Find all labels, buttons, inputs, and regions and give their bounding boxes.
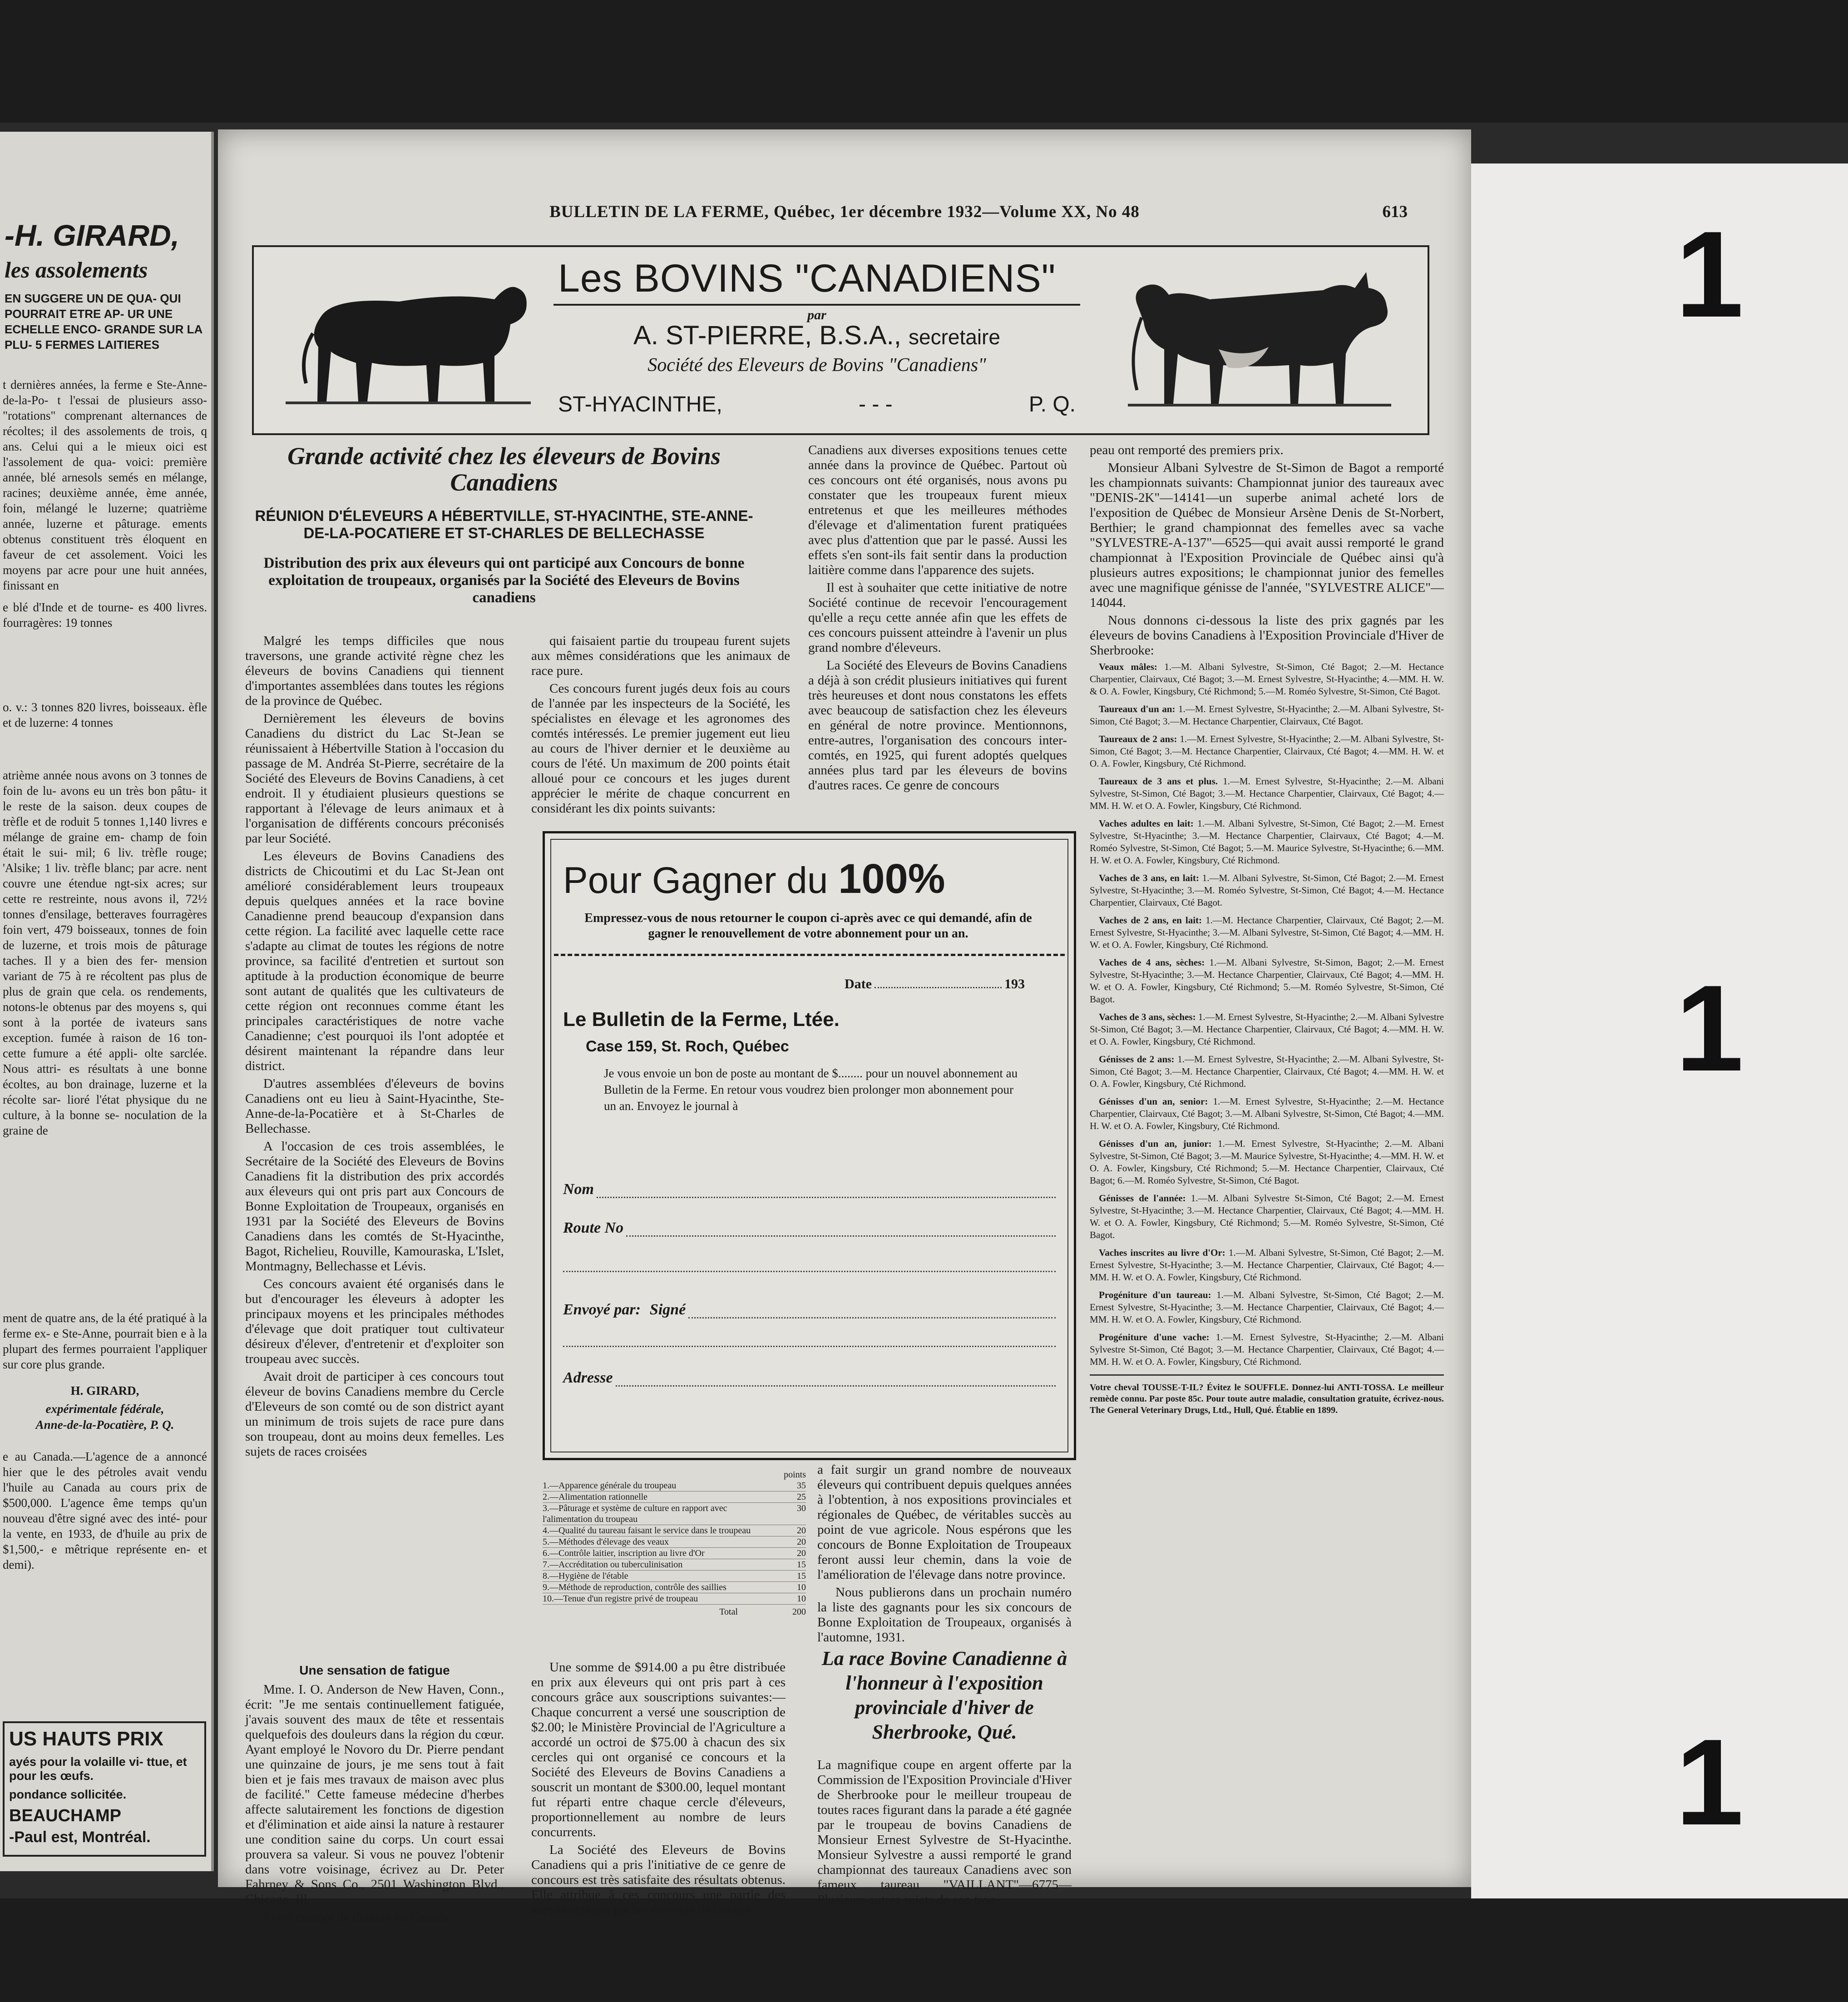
- score-row: [543, 1480, 806, 1492]
- sensation-title: Une sensation de fatigue: [299, 1663, 450, 1677]
- paragraph: qui faisaient partie du troupeau furent sujets aux mêmes considérations que les animaux de race pure.: [531, 634, 790, 678]
- score-points: 25: [797, 1492, 806, 1502]
- result-category: Vaches inscrites au livre d'Or:: [1099, 1247, 1225, 1258]
- ad-line-2: ayés pour la volaille vi- ttue, et pour les œufs.: [9, 1755, 187, 1783]
- result-category: Vaches de 2 ans, en lait:: [1099, 915, 1202, 926]
- score-points: 15: [797, 1560, 806, 1570]
- score-label: 1.—Apparence générale du troupeau: [543, 1481, 677, 1491]
- result-entry: [1090, 1331, 1444, 1368]
- result-text: 1.—M. Albani Sylvestre, St-Simon, Bagot; 2.—M. Ernest Sylvestre, St-Hyacinthe; 3.—M. Hectance Charpentier, Clairvaux, Cté Bagot; 4.—MM. H. W. et O. A. Fowler, Kingsbury, Cté Richmond; 5.—M. Roméo Sylvestre, St-Simon, Cté Bagot.: [1090, 957, 1444, 1005]
- divider: [1090, 1374, 1444, 1376]
- score-row: [543, 1593, 806, 1605]
- result-entry: [1090, 775, 1444, 812]
- column-1: [245, 634, 504, 1462]
- paragraph: A l'occasion de ces trois assemblées, le Secrétaire de la Société des Eleveurs de Bovins Canadiens fit la distribution des prix accordés aux éleveurs qui ont pris part aux Concours de Bonne Exploitation de Troupeaux, organisés en 1931 par la Société des Eleveurs de Bovins Canadiens dans les comtés de St-Hyacinthe, Bagot, Richelieu, Rouville, Kamouraska, L'Islet, Montmagny, Bellechasse et Lévis.: [245, 1139, 504, 1274]
- article-header: [245, 443, 763, 606]
- funding-article: [531, 1660, 786, 1920]
- result-entry: [1090, 733, 1444, 770]
- score-header: points: [784, 1470, 806, 1480]
- date-line[interactable]: [875, 987, 1002, 988]
- paragraph: Nous donnons ci-dessous la liste des prix gagnés par les éleveurs de bovins Canadiens à l'Exposition Provinciale d'Hiver de Sherbrooke:: [1090, 613, 1444, 658]
- result-category: Vaches adultes en lait:: [1099, 818, 1194, 829]
- result-entry: [1090, 703, 1444, 728]
- ad-line-1: US HAUTS PRIX: [9, 1728, 163, 1750]
- name-line[interactable]: [597, 1184, 1056, 1198]
- score-row: [543, 1559, 806, 1571]
- score-table: [543, 1469, 806, 1617]
- route-label: Route No: [563, 1219, 624, 1236]
- sender-label: Envoyé par:: [563, 1301, 641, 1318]
- score-label: 8.—Hygiène de l'étable: [543, 1571, 628, 1581]
- result-entry: [1090, 1011, 1444, 1048]
- coupon-address: Case 159, St. Roch, Québec: [586, 1038, 789, 1055]
- paragraph: Il est à souhaiter que cette initiative de notre Société continue de recevoir l'encouragement qu'elle a reçu cette année afin que les effets de ces concours puissent atteindre à l'avenir un plus grand nombre d'éleveurs.: [808, 580, 1067, 655]
- previous-page-fragment: [0, 132, 214, 1871]
- score-row: [543, 1525, 806, 1536]
- left-page-subtitle: les assolements: [5, 257, 148, 282]
- frame-mark: 1: [1675, 206, 1744, 343]
- column-3-top: [808, 443, 1067, 796]
- running-head: BULLETIN DE LA FERME, Québec, 1er décembre 1932—Volume XX, No 48: [549, 203, 1140, 221]
- score-points: 10: [797, 1594, 806, 1604]
- result-category: Veaux mâles:: [1099, 661, 1157, 672]
- result-category: Génisses de 2 ans:: [1099, 1054, 1175, 1065]
- result-entry: [1090, 661, 1444, 698]
- route-line[interactable]: [626, 1223, 1056, 1237]
- article-headline: Grande activité chez les éleveurs de Bovins Canadiens: [287, 442, 721, 496]
- coupon-title-b: 100%: [838, 856, 945, 902]
- coupon-cut-line: [554, 954, 1065, 956]
- result-text: 1.—M. Ernest Sylvestre, St-Hyacinthe; 2.—M. Hectance Charpentier, Clairvaux, Cté Bagot; 3.—M. Albani Sylvestre, St-Simon, Cté Bagot; 4.—MM. H. W. et O. A. Fowler, Kingsbury, Cté Richmond.: [1090, 1096, 1444, 1131]
- score-row: [543, 1548, 806, 1559]
- score-total-row: [543, 1605, 806, 1617]
- score-label: 4.—Qualité du taureau faisant le service dans le troupeau: [543, 1526, 751, 1536]
- address-label: Adresse: [563, 1369, 613, 1386]
- paragraph: Une somme de $914.00 a pu être distribuée en prix aux éleveurs qui ont pris part à ces concours grâce aux souscriptions suivantes:—Chaque concurrent a versé une souscription de $2.00; le Ministère Provincial de l'Agriculture a accordé un octroi de $75.00 à chacun des six cercles qui ont organisé ce concours et la Société des Eleveurs de Bovins Canadiens a souscrit un montant de $300.00, lequel montant fut réparti entre chaque cercle d'éleveurs, proportionnellement au nombre de leurs concurrents.: [531, 1660, 786, 1839]
- result-text: 1.—M. Albani Sylvestre, St-Simon, Cté Bagot; 2.—M. Ernest Sylvestre, St-Hyacinthe; 3.—M. Hectance Charpentier, Clairvaux, Cté Bagot; 4.—MM. H. W. et O. A. Fowler, Kingsbury, Cté Richmond.: [1090, 1289, 1444, 1325]
- banner-par: par: [807, 307, 826, 322]
- score-points: 20: [797, 1526, 806, 1536]
- result-text: 1.—M. Ernest Sylvestre, St-Hyacinthe; 2.—M. Albani Sylvestre, St-Simon, Cté Bagot; 3.—M. Hectance Charpentier, Clairvaux, Cté Bagot.: [1090, 704, 1444, 727]
- date-year: 193: [1004, 976, 1025, 991]
- frame-mark: 1: [1675, 1714, 1744, 1851]
- signed-label: Signé: [649, 1301, 686, 1318]
- result-text: 1.—M. Ernest Sylvestre, St-Hyacinthe; 2.—M. Albani Sylvestre St-Simon, Cté Bagot; 3.—M. Hectance Charpentier, Clairvaux, Cté Bagot; 4.—MM. H. W. et O. A. Fowler, Kingsbury, Cté Richmond.: [1090, 1332, 1444, 1367]
- result-text: 1.—M. Albani Sylvestre St-Simon, Cté Bagot; 2.—M. Ernest Sylvestre, St-Hyacinthe; 3.—M. Hectance Charpentier, Clairvaux, Cté Bagot; 4.—MM. H. W. et O. A. Fowler, Kingsbury, Cté Richmond; 5.—M. Roméo Sylvestre, St-Simon, Cté Bagot.: [1090, 1193, 1444, 1240]
- newspaper-page: [218, 129, 1471, 1924]
- left-page-text-6: e au Canada.—L'agence de a annoncé hier que le des pétroles avait vendu l'huile au Canada au cours prix de $500,000. L'agence ême temps qu'un nouveau d'être signé avec des inté- pour la vente, en 1933, de d'huile au prix de $1,500,- e mêtrique représente en- et demi).: [3, 1450, 207, 1571]
- film-border-top: [0, 0, 1848, 123]
- result-category: Taureaux de 2 ans:: [1099, 733, 1177, 744]
- name-field[interactable]: [563, 1181, 1056, 1198]
- score-label: 3.—Pâturage et système de culture en rapport avec l'alimentation du troupeau: [543, 1503, 727, 1524]
- left-page-text-5: ment de quatre ans, de la été pratiqué à la ferme ex- e Ste-Anne, pourrait bien e à la plupart des fermes pourraient l'appliquer sur core plus grande.: [3, 1311, 207, 1371]
- paragraph: Avait droit de participer à ces concours tout éleveur de bovins Canadiens membre du Cercle d'Eleveurs de son comté ou de son district ayant un minimum de trois sujets de race pure dans son troupeau, dont au moins deux femelles. Les sujets de races croisées: [245, 1369, 504, 1459]
- left-page-text-3: o. v.: 3 tonnes 820 livres, boisseaux. èfle et de luzerne: 4 tonnes: [3, 700, 207, 729]
- result-text: 1.—M. Ernest Sylvestre, St-Hyacinthe; 2.—M. Albani Sylvestre, St-Simon, Cté Bagot; 3.—M. Hectance Charpentier, Clairvaux, Cté Bagot; 4.—MM. H. W. et O. A. Fowler, Kingsbury, Cté Richmond.: [1090, 733, 1444, 769]
- result-category: Vaches de 3 ans, en lait:: [1099, 872, 1199, 883]
- result-entry: [1090, 1289, 1444, 1326]
- total-label: Total: [719, 1607, 738, 1617]
- result-category: Taureaux de 3 ans et plus.: [1099, 776, 1218, 787]
- banner-city: ST-HYACINTHE,: [558, 392, 722, 416]
- column-3-bottom: [817, 1462, 1072, 1648]
- banner-author: [553, 320, 1080, 351]
- result-entry: [1090, 956, 1444, 1006]
- score-label: 5.—Méthodes d'élevage des veaux: [543, 1537, 669, 1547]
- paragraph: Dernièrement les éleveurs de bovins Canadiens du district du Lac St-Jean se réunissaient à Hébertville Station à l'occasion du passage de M. Andréa St-Pierre, secrétaire de la Société des Eleveurs de Bovins Canadiens, à cet endroit. Il y étudiaient plusieurs questions se rapportant à l'élevage de leurs animaux et à l'organisation de différents concours préconisés par leur Société.: [245, 711, 504, 846]
- sensation-article: [245, 1660, 504, 1928]
- result-text: 1.—M. Ernest Sylvestre, St-Hyacinthe; 2.—M. Albani Sylvestre, St-Simon, Cté Bagot; 3.—M. Hectance Charpentier, Clairvaux, Cté Bagot; 4.—MM. H. W. et O. A. Fowler, Kingsbury, Cté Richmond.: [1090, 1054, 1444, 1089]
- extra-line-2[interactable]: [563, 1333, 1056, 1347]
- paragraph: Livré exempt de douane au Canada.: [263, 1910, 453, 1924]
- score-points: 15: [797, 1571, 806, 1581]
- score-label: 10.—Tenue d'un registre privé de troupeau: [543, 1594, 698, 1604]
- result-entry: [1090, 1138, 1444, 1187]
- page-number: 613: [1382, 203, 1408, 221]
- banner-province: P. Q.: [1028, 392, 1076, 416]
- bull-illustration: [281, 265, 535, 415]
- paragraph: peau ont remporté des premiers prix.: [1090, 443, 1284, 457]
- score-points: 20: [797, 1537, 806, 1547]
- score-label: 9.—Méthode de reproduction, contrôle des saillies: [543, 1582, 726, 1592]
- paragraph: Nous publierons dans un prochain numéro la liste des gagnants pour les six concours de Bonne Exploitation de Troupeaux, organisés à l'automne, 1931.: [817, 1585, 1072, 1645]
- result-category: Progéniture d'une vache:: [1099, 1332, 1210, 1343]
- score-points: 20: [797, 1548, 806, 1558]
- result-text: 1.—M. Albani Sylvestre, St-Simon, Cté Bagot; 2.—M. Ernest Sylvestre, St-Hyacinthe; 3.—M. Hectance Charpentier, Clairvaux, Cté Bagot; 4.—MM. H. W. et O. A. Fowler, Kingsbury, Cté Richmond.: [1090, 1247, 1444, 1283]
- white-margin-strip: [1471, 164, 1848, 1898]
- result-entry: [1090, 914, 1444, 951]
- banner-title: Les BOVINS "CANADIENS": [553, 256, 1080, 306]
- paragraph: Ces concours avaient été organisés dans le but d'encourager les éleveurs à adopter les principaux moyens et les principales méthodes d'élevage que doit pratiquer tout cultivateur désireux d'élever, d'entretenir et d'exploiter son troupeau avec succès.: [245, 1277, 504, 1366]
- author-role: secretaire: [908, 325, 1000, 349]
- left-page-title: -H. GIRARD,: [5, 218, 179, 252]
- score-points: 10: [797, 1582, 806, 1592]
- left-page-text-1: t dernières années, la ferme e Ste-Anne-de-la-Po- t l'essai de plusieurs asso- "rotations" comprenant alternances de récoltes; il des assolements de trois, q ans. Celui qui a le mieux oici est l'assolement de qua- voici: première année, blé arnesols semés en mélange, racines; deuxième année, ème année, foin, mélangé le luzerne; quatrième année, luzerne et pâturage. ements obtenus constituent très éloquent en faveur de cet assolement. Voici les moyens par acre pour une huit années, finissant en: [3, 378, 207, 592]
- score-label: 7.—Accréditation ou tuberculinisation: [543, 1560, 683, 1570]
- article-subhead: RÉUNION D'ÉLEVEURS A HÉBERTVILLE, ST-HYACINTHE, STE-ANNE-DE-LA-POCATIERE ET ST-CHARLES DE BELLECHASSE: [255, 507, 753, 541]
- banner-center-block: [553, 256, 1080, 424]
- paragraph: Les éleveurs de Bovins Canadiens des districts de Chicoutimi et du Lac St-Jean ont amélioré considérablement leurs troupeaux depuis quelques années et la race bovine Canadienne prend beaucoup d'expansion dans cette région. La facilité avec laquelle cette race s'adapte au climat de toutes les régions de notre province, sa facilité d'entretien et surtout son aptitude à la production économique de beurre sont autant de qualités que les cultivateurs de cette région ont reconnues comme étant les principales caractéristiques de notre vache Canadienne; c'est pourquoi ils l'ont adoptée et désirent maintenant la répandre dans leur district.: [245, 849, 504, 1073]
- route-field[interactable]: [563, 1219, 1056, 1237]
- score-label: 6.—Contrôle laitier, inscription au livre d'Or: [543, 1548, 705, 1558]
- result-entry: [1090, 1192, 1444, 1241]
- paragraph: a fait surgir un grand nombre de nouveaux éleveurs qui contribuent depuis quelques années à l'obtention, à nos expositions provinciales et régionales de Québec, de véritables succès au point de vue agricole. Nous espérons que les concours de Bonne Exploitation de Troupeaux feront aussi leur chemin, dans la voie de l'amélioration de l'élevage dans notre province.: [817, 1462, 1072, 1582]
- result-entry: [1090, 1095, 1444, 1132]
- paragraph: Malgré les temps difficiles que nous traversons, une grande activité règne chez les éleveurs de bovins Canadiens qui tiennent d'importantes assemblées dans toutes les régions de la province de Québec.: [245, 634, 504, 708]
- article-subhead-2: Distribution des prix aux éleveurs qui ont participé aux Concours de bonne exploitation de troupeaux, organisés par la Société des Eleveurs de Bovins canadiens: [263, 555, 745, 606]
- left-page-signature-3: Anne-de-la-Pocatière, P. Q.: [35, 1418, 174, 1432]
- left-page-text-4: atrième année nous avons on 3 tonnes de foin de lu- avons eu un très bon pâtu- it le reste de la saison. deux coupes de trèfle et de roduit 5 tonnes 1,140 livres e mélange de graine em- champ de foin était le sui- mil; 6 liv. trèfle rouge; 'Alsike; 1 liv. trèfle blanc; par acre. nent couvre une étendue ngt-six acres; sur cette re restreinte, nous avons il, 72½ tonnes d'ensilage, betteraves fourragères foin vert, 479 boisseaux, tonnes de foin de luzerne, et trois mois de pâturage taches. Il y a bien des fer- mension variant de 75 à re récoltent pas plus de plus de grain que cela. os rendements, notons-le obtenus par des moyens s, qui sont à la portée de ivateurs sans exception. fumée à raison de 16 ton- cette fumure a été appli- olte sarclée. Nous attri- es résultats à une bonne écoltes, au bon drainage, luzerne et la récolte sar- lioré l'état physique du ne culture, à la bonne se- noculation de la graine de: [3, 768, 207, 1137]
- total-value: 200: [792, 1607, 806, 1617]
- result-category: Progéniture d'un taureau:: [1099, 1289, 1211, 1300]
- race-title: La race Bovine Canadienne à l'honneur à l'exposition provinciale d'hiver de Sherbrooke, Qué.: [821, 1647, 1067, 1743]
- column-4: [1090, 443, 1444, 1416]
- paragraph: D'autres assemblées d'éleveurs de bovins Canadiens ont eu lieu à Saint-Hyacinthe, Ste-Anne-de-la-Pocatière et à St-Charles de Bellechasse.: [245, 1076, 504, 1136]
- extra-line-field[interactable]: [563, 1258, 1056, 1272]
- coupon-title-a: Pour Gagner du: [563, 860, 839, 901]
- result-entry: [1090, 1247, 1444, 1283]
- results-list: [1090, 661, 1444, 1368]
- score-row: [543, 1582, 806, 1593]
- date-label: Date: [845, 976, 872, 991]
- result-category: Génisses d'un an, senior:: [1099, 1096, 1208, 1107]
- result-text: 1.—M. Albani Sylvestre, St-Simon, Cté Bagot; 2.—M. Ernest Sylvestre, St-Hyacinthe; 3.—M. Hectance Charpentier, Clairvaux, Cté Bagot; 4.—M. Roméo Sylvestre, St-Simon, Cté Bagot; 5.—M. Maurice Sylvestre, St-Hyacinthe; 6.—MM. H. W. et O. A. Fowler, Kingsbury, Cté Richmond.: [1090, 818, 1444, 866]
- result-text: 1.—M. Ernest Sylvestre, St-Hyacinthe; 2.—M. Albani Sylvestre, St-Simon, Cté Bagot; 3.—M. Hectance Charpentier, Clairvaux, Cté Bagot; 4.—MM. H. W. et O. A. Fowler, Kingsbury, Cté Richmond.: [1090, 776, 1444, 811]
- left-page-signature: H. GIRARD,: [70, 1384, 139, 1397]
- left-page-text-2: e blé d'Inde et de tourne- es 400 livres. fourragères: 19 tonnes: [3, 600, 207, 629]
- race-article: [817, 1646, 1072, 1907]
- coupon-intro: Empressez-vous de nous retourner le coupon ci-après avec ce qui demandé, afin de gagner le renouvellement de votre abonnement pour un an.: [584, 911, 1032, 941]
- extra-line-field-2[interactable]: [563, 1333, 1056, 1347]
- left-page-ad-box: [3, 1721, 206, 1857]
- result-text: 1.—M. Ernest Sylvestre, St-Hyacinthe; 2.—M. Albani Sylvestre, St-Simon, Cté Bagot; 3.—M. Maurice Sylvestre, St-Hyacinthe; 4.—MM. H. W. et O. A. Fowler, Kingsbury, Cté Richmond; 5.—M. Hectance Charpentier, Clairvaux, Cté Bagot; 6.—M. Roméo Sylvestre, St-Simon, Cté Bagot.: [1090, 1138, 1444, 1186]
- banner-society: Société des Eleveurs de Bovins "Canadiens": [647, 355, 986, 376]
- result-category: Taureaux d'un an:: [1099, 704, 1176, 714]
- left-page-caps-head: EN SUGGERE UN DE QUA- QUI POURRAIT ETRE AP- UR UNE ECHELLE ENCO- GRANDE SUR LA PLU- 5 FERMES LAITIERES: [5, 292, 203, 352]
- paragraph: La magnifique coupe en argent offerte par la Commission de l'Exposition Provinciale d'Hiver de Sherbrooke pour le meilleur troupeau de toutes races figurant dans la parade a été gagnée par le troupeau de bovins Canadiens de Monsieur Ernest Sylvestre de St-Hyacinthe. Monsieur Sylvestre a aussi remporté le grand championnat des taureaux Canadiens avec son fameux taureau "VAILLANT"—6775—Plusieurs autres sujets de son trou-: [817, 1758, 1072, 1907]
- result-category: Vaches de 4 ans, sèches:: [1099, 957, 1205, 968]
- coupon-date: [845, 976, 1025, 992]
- paragraph: Monsieur Albani Sylvestre de St-Simon de Bagot a remporté les championnats suivants: Championnat junior des taureaux avec "DENIS-2K"—14141—un superbe animal acheté lors de l'exposition de Québec de Monsieur Arsène Denis de St-Norbert, Berthier; le grand championnat des femelles avec sa vache "SYLVESTRE-A-137"—6525—qui avait aussi remporté le grand championnat à l'Exposition Provinciale de Québec ainsi qu'à plusieurs autres expositions; le championnat junior des femelles avec une magnifique génisse de l'année, "SYLVESTRE ALICE"—14044.: [1090, 461, 1444, 610]
- name-label: Nom: [563, 1181, 594, 1198]
- score-row: [543, 1503, 806, 1525]
- paragraph: La Société des Eleveurs de Bovins Canadiens qui a pris l'initiative de ce genre de concours est très satisfaite des résultats obtenus. Elle attribue à ces concours une partie des succès obtenus par les éleveurs de bovins: [531, 1843, 786, 1917]
- result-text: 1.—M. Hectance Charpentier, Clairvaux, Cté Bagot; 2.—M. Ernest Sylvestre, St-Hyacinthe; 3.—M. Albani Sylvestre, St-Simon, Cté Bagot; 4.—MM. H. W. et O. A. Fowler, Kingsbury, Cté Richmond.: [1090, 915, 1444, 950]
- veterinary-ad: Votre cheval TOUSSE-T-IL? Évitez le SOUFFLE. Donnez-lui ANTI-TOSSA. Le meilleur remède connu. Par poste 85c. Pour toute autre maladie, consultation gratuite, écrivez-nous. The General Veterinary Drugs, Ltd., Hull, Qué. Établie en 1899.: [1090, 1383, 1444, 1415]
- paragraph: Mme. I. O. Anderson de New Haven, Conn., écrit: "Je me sentais continuellement fatiguée, j'avais souvent des maux de tête et ressentais quelquefois des douleurs dans la région du cœur. Ayant employé le Novoro du Dr. Pierre pendant une quinzaine de jours, je me sens tout à fait bien et je fais mes travaux de maison avec plus de facilité." Cette fameuse médecine d'herbes affecte salutairement les fonctions de digestion et d'élimination et aide ainsi la nature à restaurer une condition saine du corps. Un court essai prouvera sa valeur. Si vous ne pouvez l'obtenir dans votre voisinage, écrivez au Dr. Peter Fahrney & Sons Co., 2501 Washington Blvd., Chicago, Ill.: [245, 1682, 504, 1907]
- signed-line[interactable]: [688, 1304, 1056, 1318]
- score-points: 30: [797, 1503, 806, 1513]
- ad-line-5: -Paul est, Montréal.: [9, 1829, 151, 1846]
- score-points: 35: [797, 1481, 806, 1491]
- coupon-company: Le Bulletin de la Ferme, Ltée.: [563, 1008, 840, 1031]
- result-text: 1.—M. Ernest Sylvestre, St-Hyacinthe; 2.—M. Albani Sylvestre St-Simon, Cté Bagot; 3.—M. Hectance Charpentier, Clairvaux, Cté Bagot; 4.—MM. H. W. et O. A. Fowler, Kingsbury, Cté Richmond.: [1090, 1011, 1444, 1047]
- result-text: 1.—M. Albani Sylvestre, St-Simon, Cté Bagot; 2.—M. Hectance Charpentier, Clairvaux, Cté Bagot; 3.—M. Ernest Sylvestre, St-Hyacinthe; 4.—MM. H. W. & O. A. Fowler, Kingsbury, Cté Richmond; 5.—M. Roméo Sylvestre, St-Simon, Cté Bagot.: [1090, 661, 1444, 697]
- result-category: Génisses de l'année:: [1099, 1193, 1186, 1204]
- result-category: Génisses d'un an, junior:: [1099, 1138, 1212, 1149]
- banner-dashes: - - -: [859, 392, 893, 416]
- cow-illustration: [1119, 263, 1400, 417]
- address-field[interactable]: [563, 1369, 1056, 1387]
- ad-line-4: BEAUCHAMP: [9, 1806, 121, 1825]
- result-entry: [1090, 1053, 1444, 1090]
- result-entry: [1090, 818, 1444, 867]
- score-row: [543, 1536, 806, 1548]
- paragraph: Canadiens aux diverses expositions tenues cette année dans la province de Québec. Partout où ces concours ont été organisés, nous avons pu constater que les troupeaux furent mieux entretenus et que les meilleures méthodes d'élevage et d'alimentation furent pratiquées avec plus d'attention que par le passé. Aussi les effets s'en sont-ils fait sentir dans la production laitière comme dans l'apparence des sujets.: [808, 443, 1067, 577]
- paragraph: La Société des Eleveurs de Bovins Canadiens a déjà à son crédit plusieurs initiatives qui furent très heureuses et dont nous constatons les effets avec beaucoup de satisfaction chez les éleveurs en général de notre province. Mentionnons, entre-autres, l'organisation des concours inter-comtés, en 1925, qui furent adoptés quelques années plus tard par les éleveurs de bovins d'autres races. Ce genre de concours: [808, 658, 1067, 793]
- score-label: 2.—Alimentation rationnelle: [543, 1492, 648, 1502]
- author-name: A. ST-PIERRE, B.S.A.,: [633, 321, 901, 350]
- subscription-coupon: [543, 831, 1076, 1460]
- coupon-body: Je vous envoie un bon de poste au montant de $........ pour un nouvel abonnement au Bulletin de la Ferme. En retour vous voudrez bien prolonger mon abonnement pour un an. Envoyez le journal à: [604, 1066, 1018, 1113]
- extra-line[interactable]: [563, 1258, 1056, 1272]
- left-page-signature-2: expérimentale fédérale,: [45, 1402, 164, 1416]
- frame-mark: 1: [1675, 960, 1744, 1097]
- result-text: 1.—M. Albani Sylvestre, St-Simon, Cté Bagot; 2.—M. Ernest Sylvestre, St-Hyacinthe; 3.—M. Roméo Sylvestre, St-Simon, Cté Bagot; 4.—M. Hectance Charpentier, Clairvaux, Cté Bagot.: [1090, 872, 1444, 908]
- column-2-top: [531, 634, 790, 819]
- sender-field[interactable]: [563, 1301, 1056, 1318]
- address-line[interactable]: [616, 1373, 1056, 1387]
- coupon-title: [563, 855, 945, 903]
- result-category: Vaches de 3 ans, sèches:: [1099, 1011, 1196, 1022]
- banner-city-line: [558, 392, 1076, 417]
- paragraph: Ces concours furent jugés deux fois au cours de l'année par les inspecteurs de la Société, les spécialistes en élevage et les agronomes des comtés intéressés. Le premier jugement eut lieu au cours de l'hiver dernier et le deuxième au cours de l'été. Un maximum de 200 points était alloué pour ce concours et les juges durent apprécier le mérite de chaque concurrent en considérant les dix points suivants:: [531, 681, 790, 816]
- ad-line-3: pondance sollicitée.: [9, 1788, 127, 1801]
- score-row: [543, 1571, 806, 1582]
- score-row: [543, 1492, 806, 1503]
- section-banner: [252, 245, 1429, 435]
- result-entry: [1090, 872, 1444, 909]
